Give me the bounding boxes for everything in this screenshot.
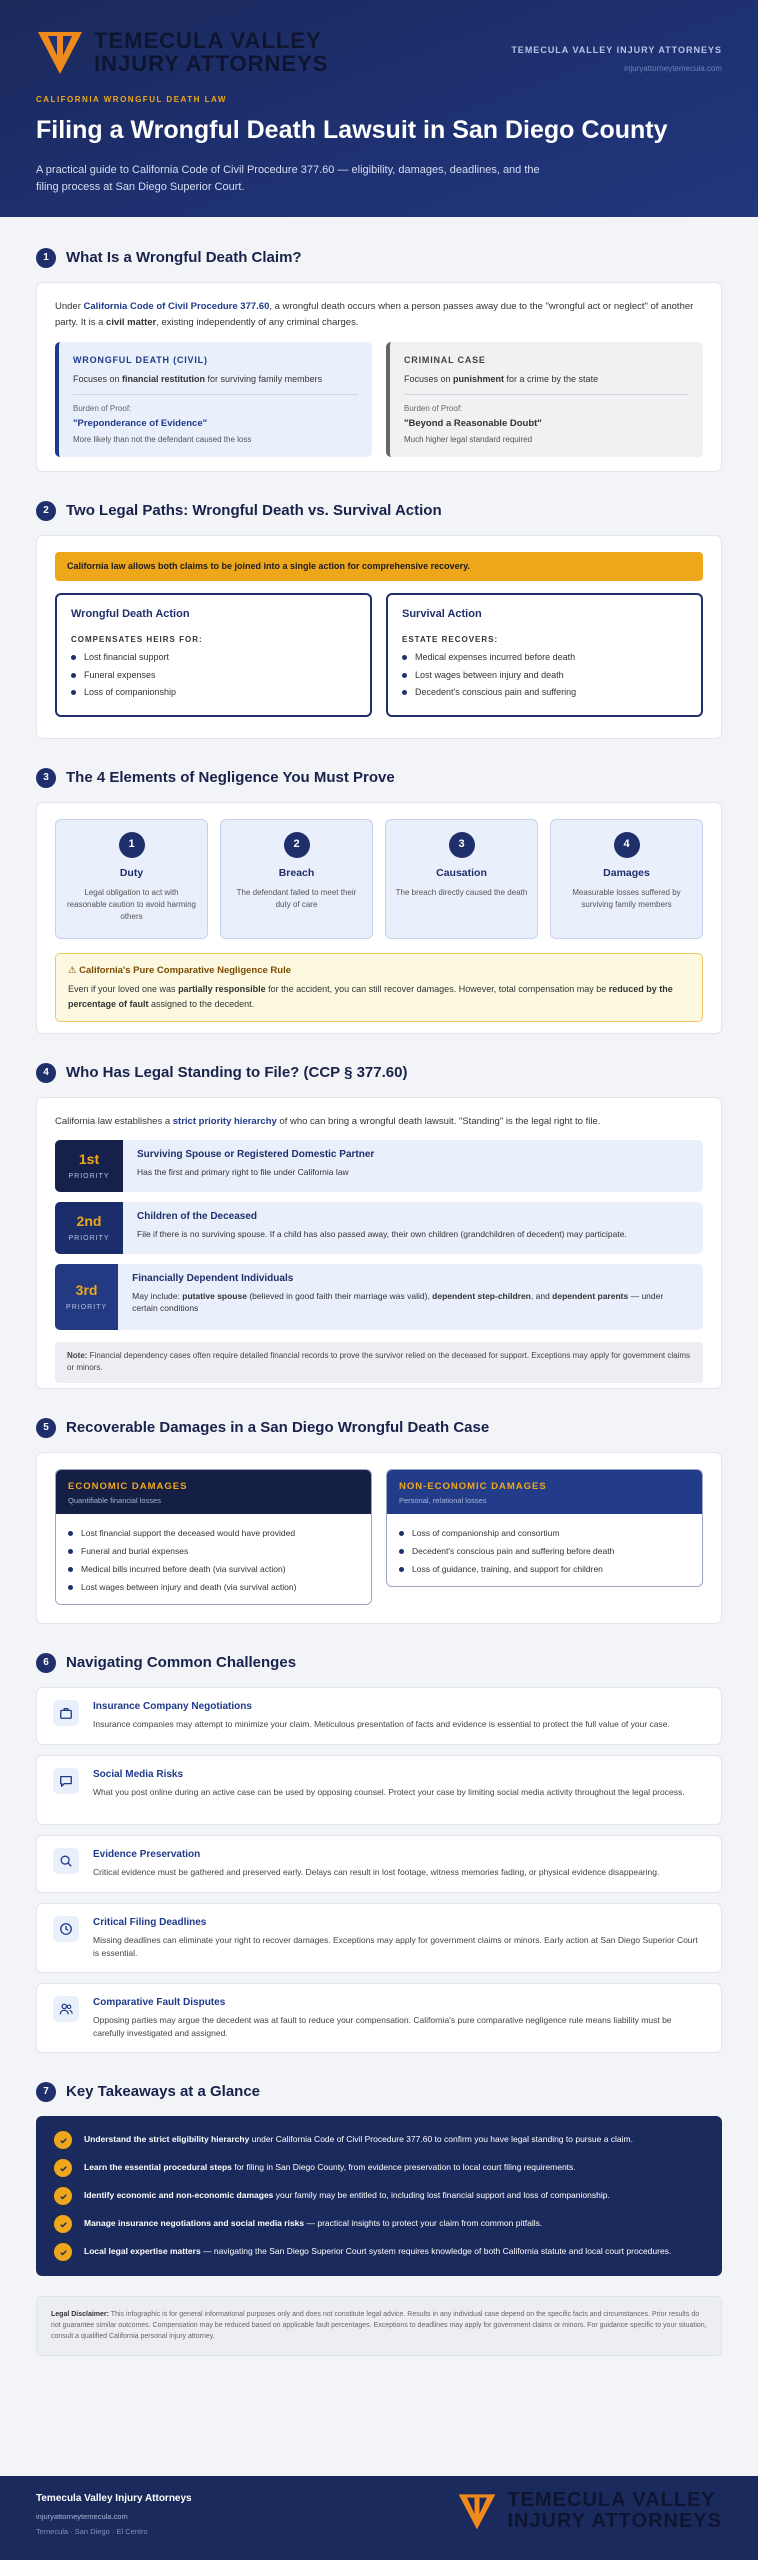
path-subtitle: COMPENSATES HEIRS FOR:: [71, 634, 203, 644]
list-item: Medical expenses incurred before death: [402, 651, 687, 664]
damages-subtitle: Personal, relational losses: [399, 1496, 487, 1506]
page-footer: [0, 2476, 758, 2560]
takeaway-text: Local legal expertise matters — navigating the San Diego Superior Court system requires knowledge of both California statute and local court procedures.: [84, 2246, 672, 2257]
section-number: 1: [36, 248, 56, 268]
section-title: Who Has Legal Standing to File? (CCP § 377.60): [66, 1064, 408, 1081]
takeaway-item: [54, 2158, 704, 2178]
wrongful-death-action-box: [55, 593, 372, 717]
criminal-description: Focuses on punishment for a crime by the state: [404, 373, 599, 384]
check-icon: [54, 2159, 72, 2177]
list-item: Decedent's conscious pain and suffering: [402, 686, 687, 699]
bullet-icon: [399, 1549, 404, 1554]
element-title: Breach: [278, 867, 315, 879]
section-negligence-elements: [36, 767, 722, 1034]
challenge-description: What you post online during an active case can be used by opposing counsel. Protect your case by limiting social media activity throughout the legal process.: [93, 1787, 685, 1797]
takeaway-text: Learn the essential procedural steps for filing in San Diego County, from evidence preservation to local court filing requirements.: [84, 2162, 576, 2173]
challenge-title: Insurance Company Negotiations: [93, 1701, 252, 1712]
civil-description: Focuses on financial restitution for surviving family members: [73, 373, 323, 384]
bullet-icon: [71, 690, 76, 695]
elements-row: [55, 819, 703, 939]
challenge-title: Social Media Risks: [93, 1769, 184, 1780]
section-title: Navigating Common Challenges: [66, 1654, 297, 1671]
element-description: Legal obligation to act with reasonable caution to avoid harming others: [67, 887, 196, 921]
priority-row-1: [55, 1140, 703, 1192]
section-title: What Is a Wrongful Death Claim?: [66, 249, 302, 266]
section-number: 7: [36, 2082, 56, 2102]
civil-burden-label: Burden of Proof:: [73, 403, 132, 413]
section-number: 3: [36, 768, 56, 788]
priority-text: [123, 1140, 388, 1192]
check-icon: [54, 2187, 72, 2205]
section-title: Key Takeaways at a Glance: [66, 2083, 261, 2100]
damages-row: [55, 1469, 703, 1605]
economic-damages-box: [55, 1469, 372, 1605]
criminal-burden-note: Much higher legal standard required: [404, 435, 533, 445]
list-item: Lost wages between injury and death: [402, 669, 687, 682]
priority-row-2: [55, 1202, 703, 1254]
bullet-icon: [399, 1567, 404, 1572]
logo-mark-icon: [457, 2491, 497, 2531]
challenge-body: [93, 1916, 705, 1960]
section-header: [36, 1062, 722, 1083]
footer-locations: Temecula · San Diego · El Centro: [36, 2526, 148, 2536]
logo-line-1: TEMECULA VALLEY: [94, 27, 322, 53]
standing-note: Note: Financial dependency cases often require detailed financial records to prove the survivor relied on the deceased for support. Exceptions may apply for government claims or minors.: [55, 1342, 703, 1384]
priority-rank: 3rd: [75, 1281, 98, 1298]
logo-text: [94, 29, 328, 75]
paths-row: [55, 593, 703, 717]
path-list: [71, 651, 356, 699]
footer-firm-name: Temecula Valley Injury Attorneys: [36, 2493, 192, 2504]
challenge-card: [36, 1903, 722, 1973]
chat-icon: [53, 1768, 79, 1794]
challenge-title: Evidence Preservation: [93, 1849, 201, 1860]
section-common-challenges: [36, 1652, 722, 2053]
challenge-card: [36, 1755, 722, 1825]
element-number: 3: [449, 832, 475, 858]
takeaway-item: [54, 2130, 704, 2150]
section-card: [36, 1097, 722, 1389]
section-intro: California law establishes a strict priority hierarchy of who can bring a wrongful death lawsuit. "Standing" is the legal right to file.: [55, 1116, 601, 1127]
section-legal-standing: [36, 1062, 722, 1389]
bullet-icon: [402, 673, 407, 678]
search-icon: [53, 1848, 79, 1874]
check-icon: [54, 2131, 72, 2149]
damages-title: ECONOMIC DAMAGES: [68, 1481, 188, 1492]
divider: [404, 394, 689, 395]
element-card: [385, 819, 538, 939]
element-card: [220, 819, 373, 939]
section-card: [36, 1452, 722, 1624]
priority-text: [118, 1264, 703, 1330]
element-card: [550, 819, 703, 939]
highlight-banner: California law allows both claims to be joined into a single action for comprehensive recovery.: [55, 552, 703, 581]
list-item: Lost wages between injury and death (via survival action): [68, 1582, 359, 1594]
challenge-card: [36, 1983, 722, 2053]
priority-badge: [55, 1140, 123, 1192]
section-card: [36, 282, 722, 472]
section-wrongful-death-claim: [36, 247, 722, 472]
challenge-body: [93, 1768, 685, 1812]
section-header: [36, 767, 722, 788]
bullet-icon: [68, 1549, 73, 1554]
path-title: Survival Action: [402, 607, 482, 620]
priority-badge: [55, 1202, 123, 1254]
priority-label: PRIORITY: [68, 1172, 110, 1180]
clock-icon: [53, 1916, 79, 1942]
header-website-link[interactable]: injuryattorneytemecula.com: [624, 63, 722, 73]
list-item: Medical bills incurred before death (via survival action): [68, 1564, 359, 1576]
section-number: 4: [36, 1063, 56, 1083]
callout-title: ⚠ California's Pure Comparative Negligence Rule: [68, 965, 292, 976]
section-recoverable-damages: [36, 1417, 722, 1624]
bullet-icon: [68, 1585, 73, 1590]
challenge-description: Opposing parties may argue the decedent was at fault to reduce your compensation. California's pure comparative negligence rule means liability must be carefully investigated and assigned.: [93, 2015, 672, 2039]
users-icon: [53, 1996, 79, 2022]
priority-description: Has the first and primary right to file under California law: [137, 1166, 349, 1177]
logo-text: [507, 2490, 722, 2532]
damages-list: [387, 1514, 702, 1586]
challenge-description: Missing deadlines can eliminate your right to recover damages. Exceptions may apply for government claims or minors. Early action at San Diego Superior Court is essential.: [93, 1935, 698, 1959]
element-description: The breach directly caused the death: [395, 887, 528, 897]
logo-line-1: TEMECULA VALLEY: [507, 2489, 716, 2511]
section-title: The 4 Elements of Negligence You Must Prove: [66, 769, 395, 786]
section-key-takeaways: [36, 2081, 722, 2356]
list-item: Loss of companionship: [71, 686, 356, 699]
takeaways-panel: [36, 2116, 722, 2276]
divider: [73, 394, 358, 395]
challenge-description: Critical evidence must be gathered and preserved early. Delays can result in lost footage, witness memories fading, or physical evidence disappearing.: [93, 1867, 660, 1877]
priority-description: File if there is no surviving spouse. If a child has also passed away, their own children (grandchildren of decedent) may participate.: [137, 1228, 627, 1239]
civil-heading: WRONGFUL DEATH (CIVIL): [73, 355, 208, 366]
challenge-card: [36, 1687, 722, 1745]
priority-title: Children of the Deceased: [137, 1210, 258, 1222]
civil-burden-value: "Preponderance of Evidence": [73, 417, 208, 429]
section-title: Recoverable Damages in a San Diego Wrongful Death Case: [66, 1419, 490, 1436]
list-item: Loss of companionship and consortium: [399, 1528, 690, 1540]
element-number: 4: [614, 832, 640, 858]
element-description: Measurable losses suffered by surviving family members: [572, 887, 681, 909]
section-header: [36, 1417, 722, 1438]
bullet-icon: [71, 673, 76, 678]
challenge-title: Comparative Fault Disputes: [93, 1997, 226, 2008]
comparison-row: [55, 342, 703, 457]
check-icon: [54, 2215, 72, 2233]
section-number: 2: [36, 501, 56, 521]
section-header: [36, 1652, 722, 1673]
list-item: Lost financial support the deceased would have provided: [68, 1528, 359, 1540]
damages-title: NON-ECONOMIC DAMAGES: [399, 1481, 547, 1492]
path-list: [402, 651, 687, 699]
element-title: Damages: [603, 867, 650, 879]
footer-logo[interactable]: [457, 2490, 722, 2532]
section-legal-paths: [36, 500, 722, 739]
comparative-negligence-callout: [55, 953, 703, 1022]
bullet-icon: [399, 1531, 404, 1536]
header-firm-name: TEMECULA VALLEY INJURY ATTORNEYS: [511, 45, 722, 55]
challenge-body: [93, 1700, 670, 1732]
section-card: [36, 535, 722, 739]
element-title: Duty: [119, 867, 144, 879]
hero-header: [0, 0, 758, 217]
section-number: 6: [36, 1653, 56, 1673]
priority-title: Financially Dependent Individuals: [132, 1272, 294, 1284]
priority-text: [123, 1202, 641, 1254]
priority-rank: 1st: [78, 1150, 100, 1167]
takeaway-text: Understand the strict eligibility hierarchy under California Code of Civil Procedure 377.60 to confirm you have legal standing to pursue a claim.: [84, 2134, 633, 2145]
bullet-icon: [68, 1531, 73, 1536]
page-title: Filing a Wrongful Death Lawsuit in San Diego County: [36, 116, 668, 145]
section-title: Two Legal Paths: Wrongful Death vs. Survival Action: [66, 502, 442, 519]
damages-header: [56, 1470, 371, 1514]
takeaway-text: Manage insurance negotiations and social media risks — practical insights to protect your claim from common pitfalls.: [84, 2218, 543, 2229]
list-item: Funeral and burial expenses: [68, 1546, 359, 1558]
damages-header: [387, 1470, 702, 1514]
bullet-icon: [71, 655, 76, 660]
challenge-body: [93, 1848, 659, 1880]
logo-line-2: INJURY ATTORNEYS: [94, 51, 329, 76]
check-icon: [54, 2243, 72, 2261]
challenges-list: [36, 1687, 722, 2053]
element-number: 1: [119, 832, 145, 858]
takeaway-item: [54, 2186, 704, 2206]
eyebrow-label: CALIFORNIA WRONGFUL DEATH LAW: [36, 95, 227, 104]
element-card: [55, 819, 208, 939]
damages-subtitle: Quantifiable financial losses: [68, 1496, 161, 1506]
section-header: [36, 2081, 722, 2102]
takeaway-item: [54, 2242, 704, 2262]
damages-list: [56, 1514, 371, 1604]
footer-website-link[interactable]: injuryattorneytemecula.com: [36, 2512, 128, 2521]
priority-badge: [55, 1264, 118, 1330]
path-title: Wrongful Death Action: [71, 607, 190, 620]
priority-description: May include: putative spouse (believed in good faith their marriage was valid), dependent step-children, and dependent parents — under certain conditions: [132, 1290, 664, 1314]
element-title: Causation: [436, 867, 487, 879]
priority-row-3: [55, 1264, 703, 1330]
callout-text: Even if your loved one was partially responsible for the accident, you can still recover damages. However, total compensation may be reduced by the percentage of fault assigned to the decedent.: [68, 984, 673, 1009]
civil-case-box: [55, 342, 372, 457]
list-item: Decedent's conscious pain and suffering before death: [399, 1546, 690, 1558]
briefcase-icon: [53, 1700, 79, 1726]
section-intro: Under California Code of Civil Procedure 377.60, a wrongful death occurs when a person passes away due to the "wrongful act or neglect" of another party. It is a civil matter, existing independently of any criminal charges.: [55, 301, 694, 328]
bullet-icon: [68, 1567, 73, 1572]
challenge-body: [93, 1996, 705, 2040]
survival-action-box: [386, 593, 703, 717]
logo-line-2: INJURY ATTORNEYS: [507, 2510, 722, 2532]
bullet-icon: [402, 690, 407, 695]
list-item: Lost financial support: [71, 651, 356, 664]
priority-label: PRIORITY: [68, 1234, 110, 1242]
criminal-heading: CRIMINAL CASE: [404, 355, 486, 366]
page-subtitle: A practical guide to California Code of Civil Procedure 377.60 — eligibility, damages, deadlines, and the filing process at San Diego Superior Court.: [36, 164, 540, 194]
criminal-burden-label: Burden of Proof:: [404, 403, 463, 413]
challenge-title: Critical Filing Deadlines: [93, 1917, 207, 1928]
priority-label: PRIORITY: [66, 1303, 108, 1311]
list-item: Loss of guidance, training, and support for children: [399, 1564, 690, 1576]
element-number: 2: [284, 832, 310, 858]
takeaway-item: [54, 2214, 704, 2234]
main-content: [0, 217, 758, 2356]
non-economic-damages-box: [386, 1469, 703, 1587]
section-card: [36, 802, 722, 1034]
list-item: Funeral expenses: [71, 669, 356, 682]
criminal-case-box: [386, 342, 703, 457]
priority-title: Surviving Spouse or Registered Domestic Partner: [137, 1148, 375, 1160]
takeaway-text: Identify economic and non-economic damages your family may be entitled to, including lost financial support and loss of companionship.: [84, 2190, 610, 2201]
criminal-burden-value: "Beyond a Reasonable Doubt": [404, 417, 542, 429]
section-header: [36, 500, 722, 521]
challenge-description: Insurance companies may attempt to minimize your claim. Meticulous presentation of facts and evidence is essential to protect the full value of your case.: [93, 1719, 670, 1729]
civil-burden-note: More likely than not the defendant caused the loss: [73, 435, 252, 445]
logo-mark-icon: [36, 28, 84, 76]
section-header: [36, 247, 722, 268]
bullet-icon: [402, 655, 407, 660]
priority-rank: 2nd: [76, 1212, 102, 1229]
path-subtitle: ESTATE RECOVERS:: [402, 634, 499, 644]
section-number: 5: [36, 1418, 56, 1438]
legal-disclaimer: Legal Disclaimer: This infographic is for general informational purposes only and does not constitute legal advice. Results in any individual case depend on the specific facts and circumstances. Prior results do not guarantee similar outcomes. Compensation may be reduced based on applicable fault percentages. Exceptions to deadlines may apply for government claims or minors. For guidance specific to your situation, consult a qualified California personal injury attorney.: [36, 2296, 722, 2356]
element-description: The defendant failed to meet their duty of care: [236, 887, 357, 909]
challenge-card: [36, 1835, 722, 1893]
header-firm-info: [511, 44, 722, 74]
